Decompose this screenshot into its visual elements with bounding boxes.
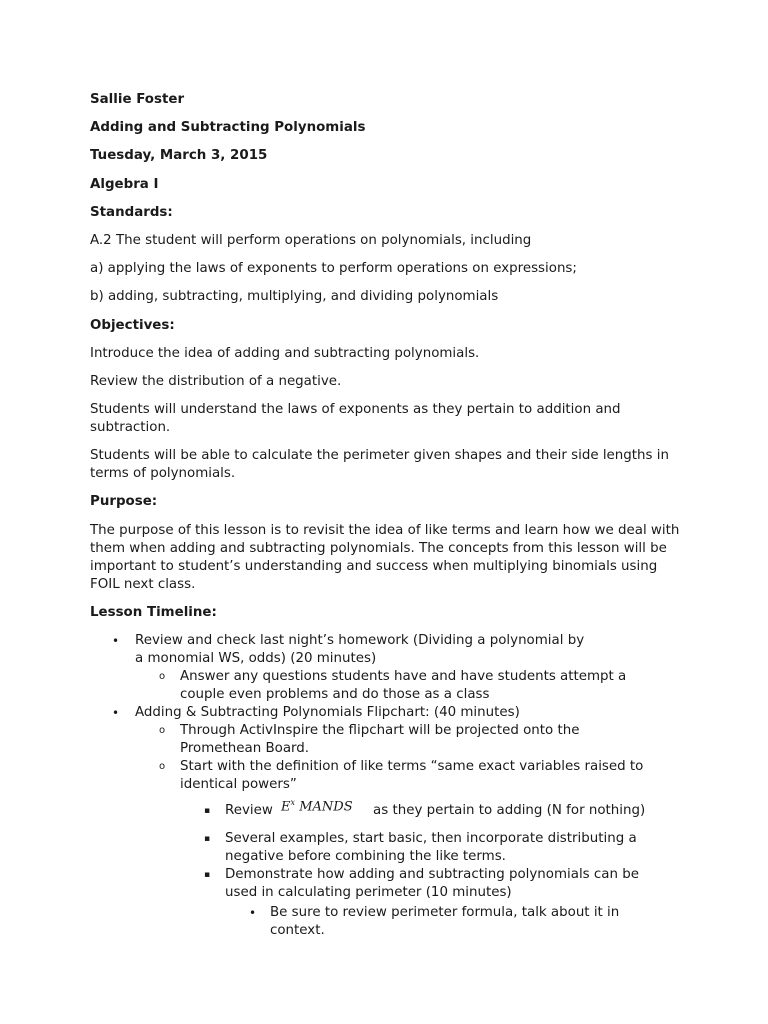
lesson-plan [90, 91, 690, 940]
standard-line: A.2 The student will perform operations on polynomials, including [90, 232, 532, 248]
bullet-icon: • [249, 906, 257, 921]
list-item [90, 866, 655, 902]
standards-heading: Standards: [90, 204, 173, 220]
bullet-icon: o [159, 671, 166, 682]
list-item [90, 722, 600, 758]
list-item [90, 758, 660, 794]
emands-formula [277, 794, 373, 816]
bullet-icon: • [112, 634, 120, 648]
list-item-review [90, 798, 690, 824]
bullet-icon: • [112, 706, 120, 720]
list-item [90, 904, 635, 940]
objective-item: Introduce the idea of adding and subtracting polynomials. [90, 345, 480, 361]
lesson-title: Adding and Subtracting Polynomials [90, 120, 366, 136]
purpose-text: The purpose of this lesson is to revisit the idea of like terms and learn how we deal with them when adding and subtracting polynomials. The concepts from this lesson will be important to student’s understanding and success when multiplying binomials using FOIL next class. [90, 522, 680, 592]
standard-line: b) adding, subtracting, multiplying, and dividing polynomials [90, 289, 499, 305]
bullet-icon: ▪ [204, 870, 211, 881]
review-prefix: Review [225, 803, 273, 818]
formula-base: E [281, 799, 291, 815]
list-item-text: Review and check last night’s homework (Dividing a polynomial by a monomial WS, odds) (20 minutes) [135, 633, 585, 666]
formula-rest: MANDS [299, 799, 353, 815]
objectives-heading: Objectives: [90, 317, 175, 333]
lesson-date: Tuesday, March 3, 2015 [90, 148, 268, 164]
list-item-text: Demonstrate how adding and subtracting polynomials can be used in calculating perimeter (10 minutes) [225, 867, 639, 901]
list-item-text: Adding & Subtracting Polynomials Flipchart: (40 minutes) [135, 705, 520, 720]
purpose-heading: Purpose: [90, 494, 158, 510]
formula-exponent: x [290, 798, 296, 807]
standard-line: a) applying the laws of exponents to perform operations on expressions; [90, 261, 577, 277]
bullet-icon: o [159, 725, 166, 736]
list-item-text: Several examples, start basic, then incorporate distributing a negative before combining the like terms. [225, 831, 637, 865]
list-item [90, 830, 655, 866]
objective-item: Students will be able to calculate the perimeter given shapes and their side lengths in terms of polynomials. [90, 448, 669, 482]
list-item-text: Answer any questions students have and have students attempt a couple even problems and do those as a class [180, 669, 627, 702]
author-name: Sallie Foster [90, 92, 185, 107]
course-name: Algebra I [90, 176, 159, 192]
review-suffix: as they pertain to adding (N for nothing) [373, 803, 646, 818]
list-item-text: Be sure to review perimeter formula, talk about it in context. [270, 905, 620, 939]
bullet-icon: ▪ [204, 834, 211, 845]
list-item-text: Start with the definition of like terms “same exact variables raised to identical powers” [180, 759, 644, 792]
list-item-text: Through ActivInspire the flipchart will be projected onto the Promethean Board. [180, 723, 580, 756]
bullet-icon: ▪ [204, 806, 211, 816]
objective-item: Students will understand the laws of exponents as they pertain to addition and subtraction. [90, 402, 621, 436]
bullet-icon: o [159, 761, 166, 772]
list-item [90, 704, 690, 722]
list-item [90, 632, 585, 668]
timeline-list [90, 632, 690, 940]
list-item [90, 668, 650, 704]
objective-item: Review the distribution of a negative. [90, 373, 342, 389]
timeline-heading: Lesson Timeline: [90, 604, 217, 620]
